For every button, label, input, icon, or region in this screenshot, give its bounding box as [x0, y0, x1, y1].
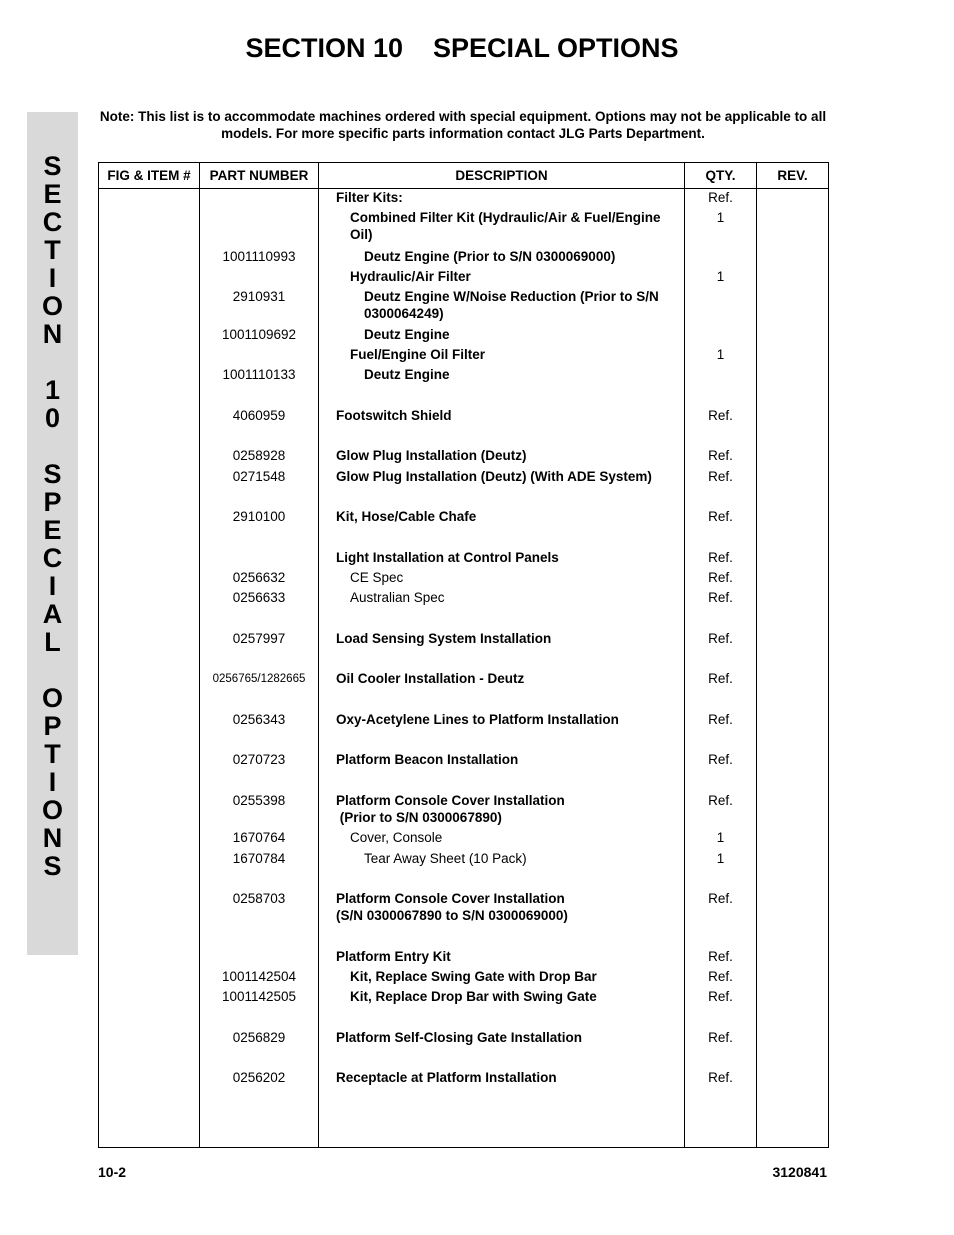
description-cell: Deutz Engine: [364, 367, 450, 382]
description-cell: Platform Console Cover Installation (Prior to S/N 0300067890): [336, 793, 565, 825]
description-cell: Oil Cooler Installation - Deutz: [336, 671, 525, 686]
part-number-cell: 0256633: [232, 590, 286, 605]
sidebar-letter: O: [41, 683, 63, 713]
part-number-cell: 0256202: [232, 1070, 286, 1085]
part-number-cell: 1001110993: [222, 249, 296, 264]
part-number-cell: 1670784: [232, 851, 286, 866]
sidebar-letter: T: [44, 235, 61, 265]
part-number-cell: 0257997: [232, 631, 286, 646]
description-cell: Light Installation at Control Panels: [336, 550, 559, 565]
description-cell: Platform Console Cover Installation (S/N 0300067890 to S/N 0300069000): [336, 891, 568, 923]
description-cell: Hydraulic/Air Filter: [350, 269, 471, 284]
section-sidebar-tab: [27, 112, 78, 955]
description-cell: Kit, Hose/Cable Chafe: [336, 509, 477, 524]
qty-cell: Ref.: [708, 793, 733, 808]
sidebar-letter: N: [42, 319, 63, 349]
description-cell: Deutz Engine W/Noise Reduction (Prior to S/N 0300064249): [364, 289, 663, 321]
qty-cell: Ref.: [708, 590, 733, 605]
sidebar-letter: O: [41, 291, 63, 321]
document-number: 3120841: [772, 1164, 827, 1180]
description-cell: Kit, Replace Swing Gate with Drop Bar: [350, 969, 597, 984]
sidebar-letter: N: [42, 823, 63, 853]
parts-table: [98, 162, 829, 1148]
description-cell: Tear Away Sheet (10 Pack): [364, 851, 527, 866]
part-number-cell: 0255398: [232, 793, 286, 808]
part-number-cell: 1001109692: [221, 327, 297, 342]
description-cell: Glow Plug Installation (Deutz): [336, 448, 527, 463]
qty-cell: 1: [716, 269, 725, 284]
sidebar-letter: S: [43, 151, 62, 181]
description-cell: Cover, Console: [350, 830, 443, 845]
part-number-cell: 1670764: [232, 830, 286, 845]
page-number: 10-2: [98, 1164, 127, 1180]
part-number-cell: 0256765/1282665: [212, 673, 306, 685]
header-description: DESCRIPTION: [455, 168, 548, 183]
header-fig-item: FIG & ITEM #: [107, 168, 191, 183]
description-cell: Deutz Engine (Prior to S/N 0300069000): [364, 249, 616, 264]
qty-cell: Ref.: [708, 671, 733, 686]
sidebar-letter: S: [43, 851, 62, 881]
sidebar-letter: I: [48, 571, 57, 601]
part-number-cell: 0258703: [232, 891, 286, 906]
qty-cell: 1: [716, 830, 725, 845]
description-cell: Deutz Engine: [364, 327, 450, 342]
description-cell: Platform Self-Closing Gate Installation: [336, 1030, 583, 1045]
description-cell: Filter Kits:: [336, 190, 403, 205]
qty-cell: 1: [716, 210, 725, 225]
column-divider: [756, 163, 757, 1147]
qty-cell: Ref.: [708, 949, 733, 964]
page-note: Note: This list is to accommodate machines ordered with special equipment. Options may not be applicable to all models. For more specific parts information contact JLG Parts Department.: [99, 109, 827, 141]
column-divider: [318, 163, 319, 1147]
sidebar-letter: E: [43, 515, 62, 545]
qty-cell: Ref.: [708, 190, 733, 205]
sidebar-letter: I: [48, 263, 57, 293]
description-cell: Footswitch Shield: [336, 408, 452, 423]
qty-cell: Ref.: [708, 712, 733, 727]
sidebar-letter: T: [44, 739, 61, 769]
description-cell: Receptacle at Platform Installation: [336, 1070, 557, 1085]
qty-cell: Ref.: [708, 891, 733, 906]
header-part-number: PART NUMBER: [209, 168, 309, 183]
description-cell: CE Spec: [350, 570, 404, 585]
part-number-cell: 0256632: [232, 570, 286, 585]
description-cell: Oxy-Acetylene Lines to Platform Installation: [336, 712, 619, 727]
description-cell: Combined Filter Kit (Hydraulic/Air & Fuel/Engine Oil): [350, 210, 665, 242]
qty-cell: Ref.: [708, 969, 733, 984]
page-title: SECTION 10 SPECIAL OPTIONS: [245, 33, 679, 63]
sidebar-letter: P: [43, 711, 62, 741]
qty-cell: Ref.: [708, 1070, 733, 1085]
qty-cell: Ref.: [708, 752, 733, 767]
part-number-cell: 0256343: [232, 712, 286, 727]
part-number-cell: 0271548: [232, 469, 286, 484]
qty-cell: Ref.: [708, 408, 733, 423]
part-number-cell: 2910931: [232, 289, 286, 304]
qty-cell: Ref.: [708, 509, 733, 524]
header-rev: REV.: [777, 168, 808, 183]
qty-cell: Ref.: [708, 631, 733, 646]
sidebar-letter: S: [43, 459, 62, 489]
description-cell: Platform Entry Kit: [336, 949, 451, 964]
part-number-cell: 2910100: [232, 509, 286, 524]
part-number-cell: 0270723: [232, 752, 286, 767]
qty-cell: Ref.: [708, 550, 733, 565]
header-qty: QTY.: [705, 168, 736, 183]
qty-cell: Ref.: [708, 1030, 733, 1045]
part-number-cell: 1001110133: [222, 367, 296, 382]
sidebar-letter: I: [48, 767, 57, 797]
part-number-cell: 1001142505: [221, 989, 297, 1004]
qty-cell: 1: [716, 347, 725, 362]
description-cell: Platform Beacon Installation: [336, 752, 519, 767]
part-number-cell: 4060959: [232, 408, 286, 423]
description-cell: Glow Plug Installation (Deutz) (With ADE System): [336, 469, 652, 484]
part-number-cell: 0256829: [232, 1030, 286, 1045]
sidebar-letter: E: [43, 179, 62, 209]
part-number-cell: 1001142504: [221, 969, 297, 984]
qty-cell: Ref.: [708, 448, 733, 463]
sidebar-letter: P: [43, 487, 62, 517]
description-cell: Australian Spec: [350, 590, 445, 605]
qty-cell: Ref.: [708, 989, 733, 1004]
sidebar-letter: L: [44, 627, 61, 657]
qty-cell: 1: [716, 851, 725, 866]
qty-cell: Ref.: [708, 469, 733, 484]
qty-cell: Ref.: [708, 570, 733, 585]
sidebar-letter: A: [42, 599, 63, 629]
description-cell: Load Sensing System Installation: [336, 631, 552, 646]
sidebar-letter: C: [42, 207, 63, 237]
sidebar-letter: C: [42, 543, 63, 573]
description-cell: Kit, Replace Drop Bar with Swing Gate: [350, 989, 597, 1004]
sidebar-letter: 1: [44, 375, 61, 405]
sidebar-letter: 0: [44, 403, 61, 433]
sidebar-letter: O: [41, 795, 63, 825]
description-cell: Fuel/Engine Oil Filter: [350, 347, 486, 362]
part-number-cell: 0258928: [232, 448, 286, 463]
